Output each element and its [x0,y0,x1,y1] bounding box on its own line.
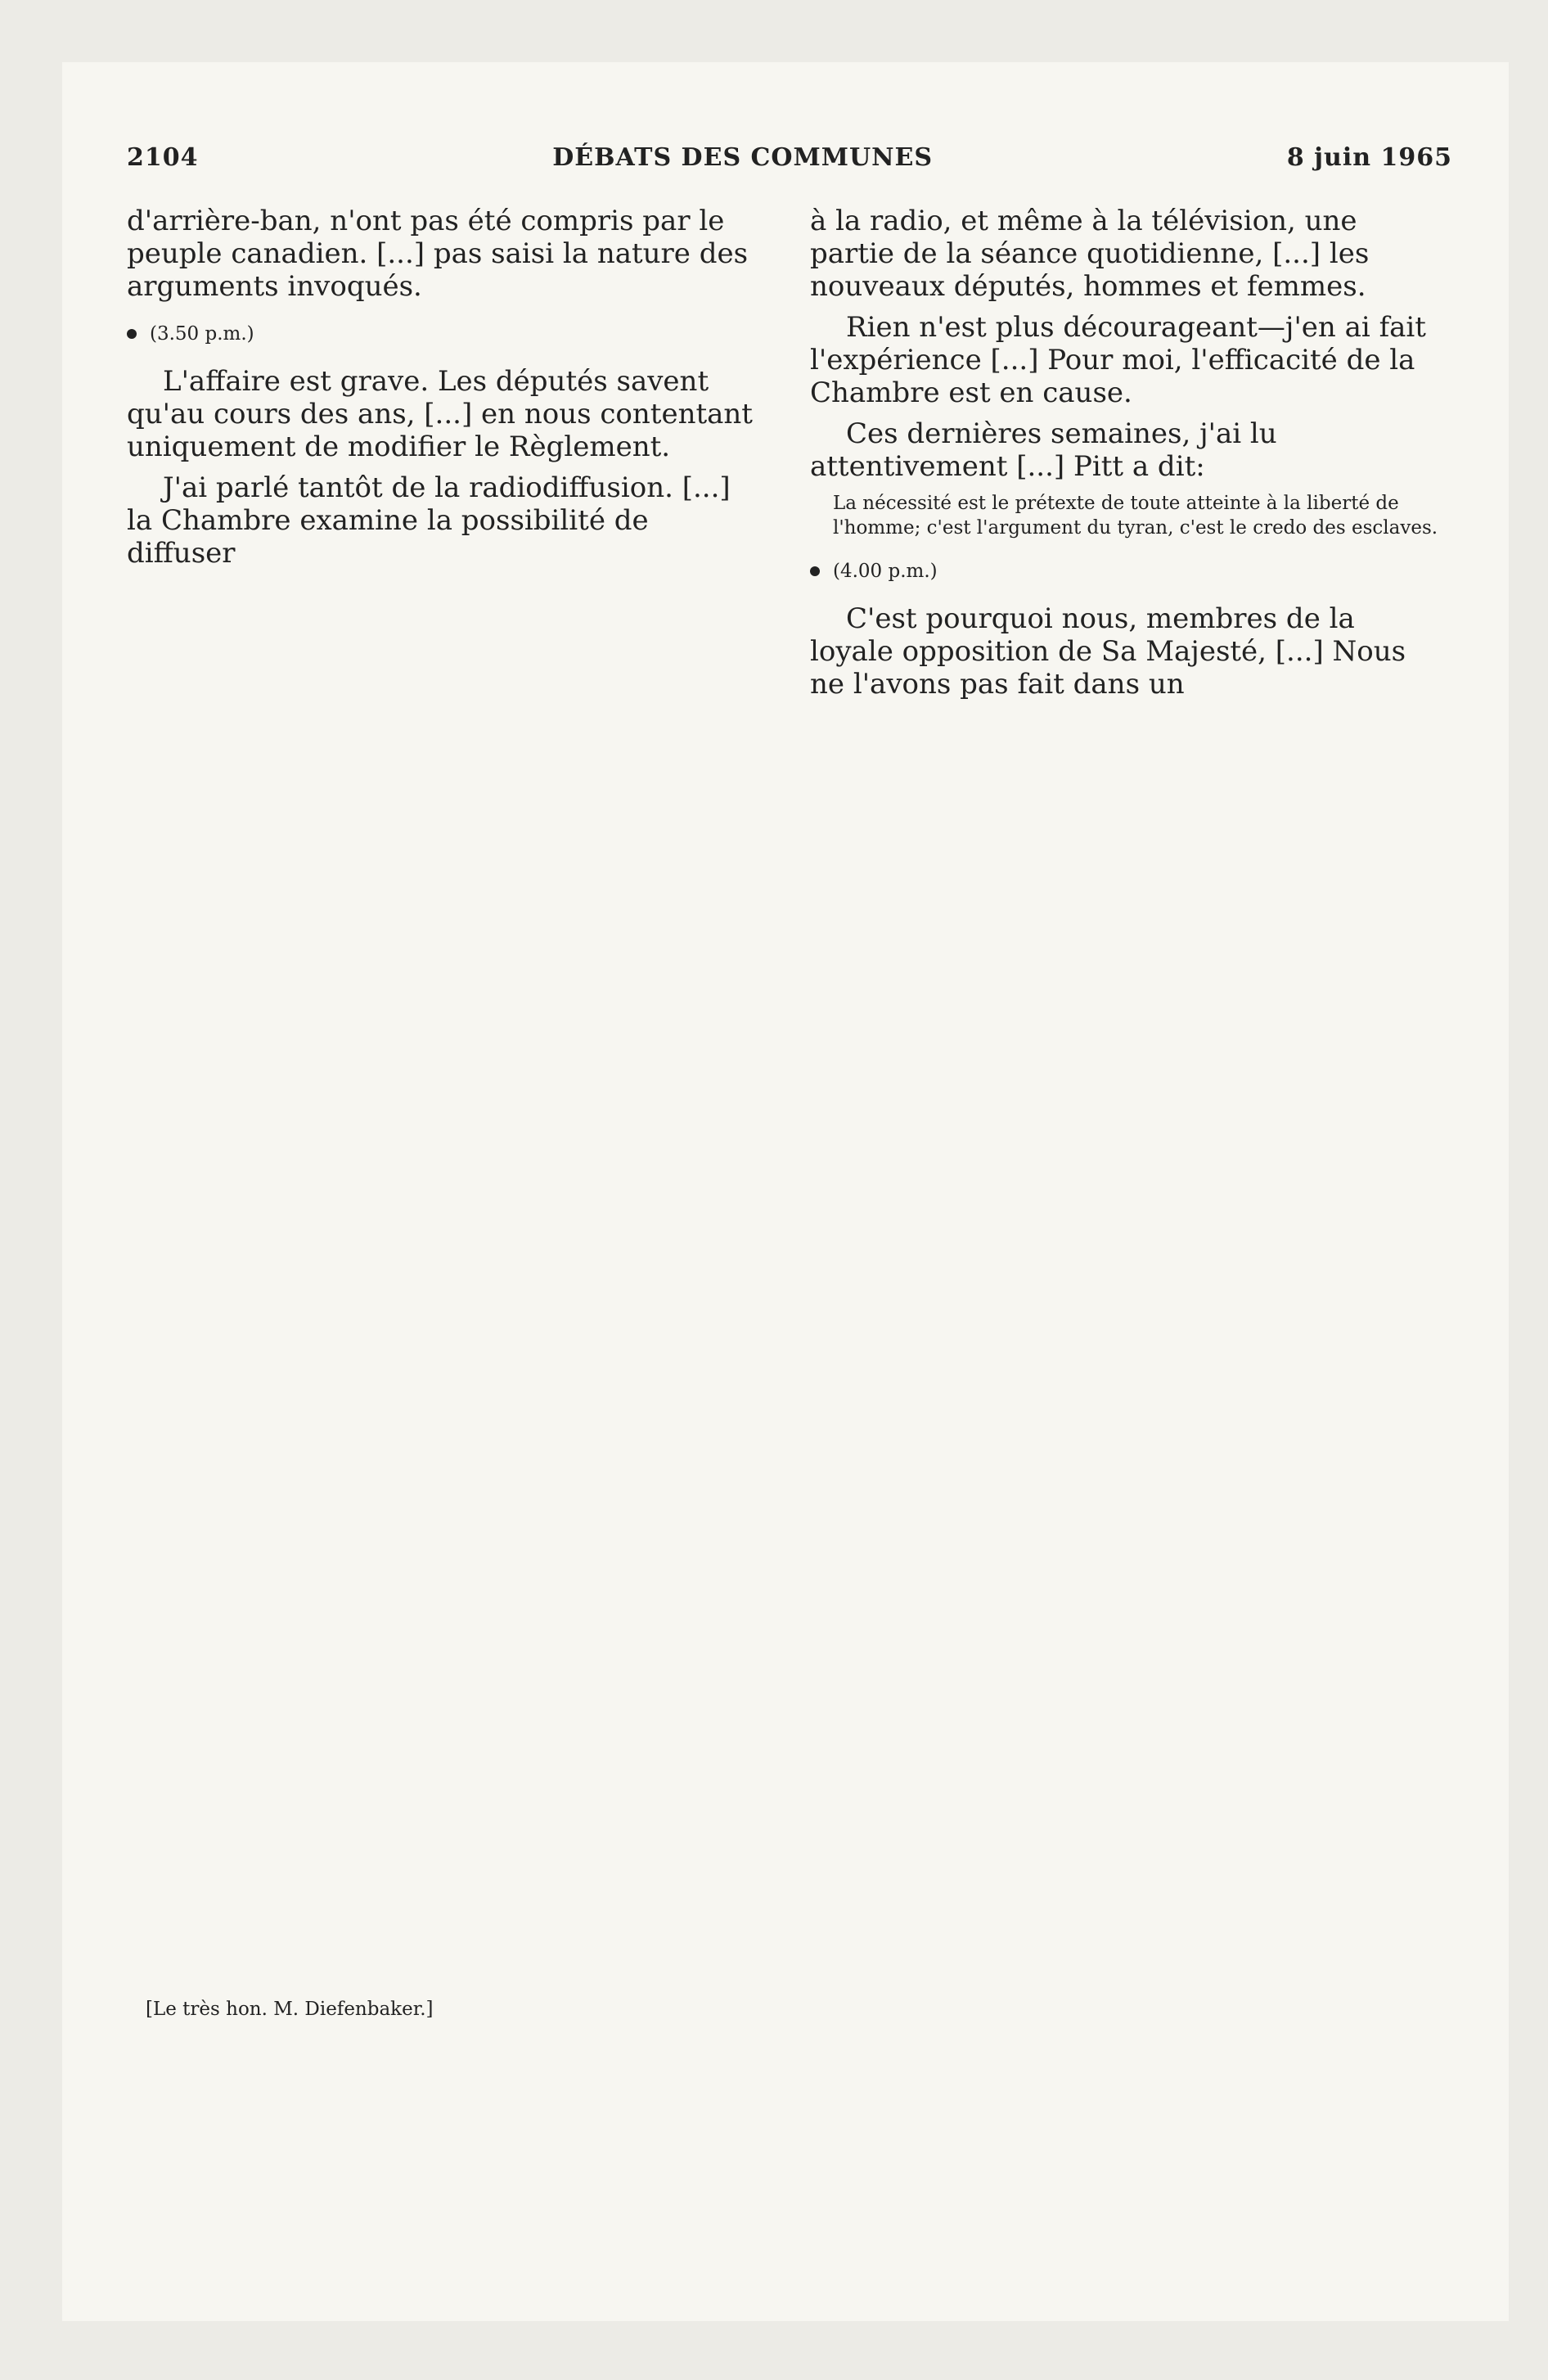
page-date: 8 juin 1965 [1286,143,1452,172]
bullet-icon [810,566,820,576]
time-label: (4.00 p.m.) [833,561,938,582]
left-column [127,205,757,578]
paragraph: à la radio, et même à la télévision, une partie de la séance quotidienne, [...] les nouveaux députés, hommes et femmes. [810,205,1370,303]
paragraph: L'affaire est grave. Les députés savent qu'au cours des ans, [...] en nous contentant uniquement de modifier le Règlement. [127,365,753,463]
page-title: DÉBATS DES COMMUNES [552,143,934,172]
time-label: (3.50 p.m.) [150,323,254,345]
time-marker [810,555,1440,588]
bullet-icon [127,329,137,339]
page-header [127,143,1452,179]
time-marker [127,318,757,350]
paragraph: C'est pourquoi nous, membres de la loyale opposition de Sa Majesté, [...] Nous ne l'avons pas fait dans un [810,602,1406,701]
block-quote: La nécessité est le prétexte de toute atteinte à la liberté de l'homme; c'est l'argument du tyran, c'est le credo des esclaves. [833,493,1438,539]
speaker-attribution: [Le très hon. M. Diefenbaker.] [146,1999,434,2020]
paragraph: d'arrière-ban, n'ont pas été compris par le peuple canadien. [...] pas saisi la nature des arguments invoqués. [127,205,749,303]
paragraph: J'ai parlé tantôt de la radiodiffusion. [...] la Chambre examine la possibilité de diffuser [127,471,731,570]
right-column [810,205,1440,709]
paragraph: Ces dernières semaines, j'ai lu attentivement [...] Pitt a dit: [810,417,1277,483]
page-number: 2104 [127,143,199,172]
paragraph: Rien n'est plus décourageant—j'en ai fait l'expérience [...] Pour moi, l'efficacité de la Chambre est en cause. [810,311,1426,409]
